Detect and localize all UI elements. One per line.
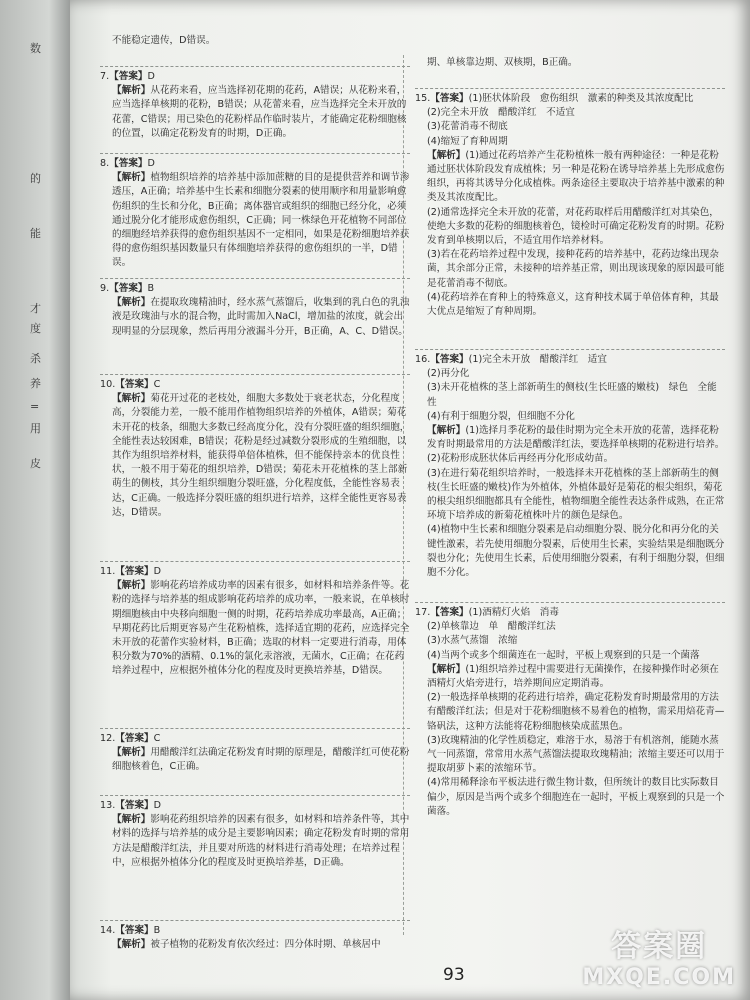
answer-line [415,410,725,424]
analysis-label: 【解析】 [427,149,466,161]
previous-page-edge [0,0,70,1000]
dashed-separator [100,278,410,279]
edge-char: = [30,400,40,413]
edge-char: 数 [30,42,41,55]
answer-label: 【答案】 [109,283,148,294]
book-page [70,0,750,1000]
answer-line [415,353,725,367]
analysis-label: 【解析】 [112,85,151,97]
answer-value: (2)单核靠边 单 醋酸洋红法 [427,621,556,633]
answer-label: 【答案】 [430,607,469,618]
analysis-text [100,171,410,270]
answer-line [100,732,410,746]
analysis-label: 【解析】 [112,297,151,309]
header-left-line [100,34,410,48]
answer-label: 【答案】 [115,379,154,390]
answer-line [415,606,725,620]
answer-line [100,70,410,84]
answer-value: D [147,71,155,82]
header-right-text: 期、单核靠边期、双核期，B正确。 [427,57,578,68]
answer-label: 【答案】 [115,800,154,811]
analysis-text [415,691,725,734]
analysis-body: (1)组织培养过程中需要进行无菌操作，在接种操作时必须在酒精灯火焰旁进行，培养期间应定期消毒。 [427,663,719,690]
question-number: 10. [100,379,116,390]
question-16 [415,349,725,580]
answer-line [415,367,725,381]
analysis-body: 植物组织培养的培养基中添加蔗糖的目的是提供营养和调节渗透压，A正确；培养基中生长素和细胞分裂素的使用顺序和用量影响愈伤组织的生长和分化，B正确；离体器官或组织的细胞已经分化，必须通过脱分化才能形成愈伤组织，C正确；同一株绿色开花植物不同部位的细胞经培养获得的愈伤组织基因不一定相同，如果是花粉细胞培养获得的愈伤组织基因数量只有体细胞培养获得的愈伤组织的一半，D错误。 [112,172,410,269]
question-7 [100,66,410,141]
analysis-body: 被子植物的花粉发育依次经过：四分体时期、单核居中 [150,939,381,951]
analysis-body: 在提取玫瑰精油时，经水蒸气蒸馏后，收集到的乳白色的乳浊液是玫瑰油与水的混合物，此时需加入NaCl，增加盐的浓度，就会出现明显的分层现象，然后再用分液漏斗分开，B正确，A、C、D错误。 [112,297,410,337]
answer-line [100,378,410,392]
analysis-text [415,206,725,249]
answer-line [100,282,410,296]
analysis-text [415,248,725,291]
analysis-text [100,938,410,952]
analysis-body: 影响花药培养成功率的因素有很多，如材料和培养条件等。花粉的选择与培养基的组成影响花药培养的成功率，一般来说，在单核时期细胞核由中央移向细胞一侧的时期，花药培养成功率最高，A正确；早期花药比后期更容易产生花粉植株，选择适宜期的花药，应选择完全未开放的花蕾作实验材料，B正确；选取的材料一定要进行消毒，用体积分数为70%的酒精、0.1%的氯化汞溶液，无菌水，C正确；在花药培养过程中，应根据外植体分化的程度及时更换培养基，D错误。 [112,580,410,677]
answer-value: (3)未开花植株的茎上部新萌生的侧枝(生长旺盛的嫩枝) 绿色 全能性 [427,382,717,408]
dashed-separator [100,561,410,562]
analysis-text [100,392,410,520]
analysis-text [415,467,725,524]
answer-line [100,799,410,813]
answer-value: (2)再分化 [427,368,470,380]
answer-label: 【答案】 [430,354,469,365]
question-14 [100,920,410,952]
answer-line [100,157,410,171]
answer-value: (3)花蕾消毒不彻底 [427,121,508,133]
edge-char: 杀 [30,352,41,365]
question-9 [100,278,410,339]
answer-line [415,106,725,120]
question-number: 17. [415,607,431,618]
answer-value: (4)有利于细胞分裂，但细胞不分化 [427,410,575,422]
answer-line [415,120,725,134]
analysis-body: 用醋酸洋红法确定花粉发育时期的原理是，醋酸洋红可使花粉细胞核着色，C正确。 [112,747,410,773]
analysis-text [415,734,725,777]
analysis-text [415,149,725,206]
question-number: 8. [100,158,110,169]
dashed-separator [100,728,410,729]
dashed-separator [415,349,725,350]
answer-label: 【答案】 [430,93,469,104]
question-number: 9. [100,283,110,294]
question-10 [100,374,410,520]
answer-value: (3)水蒸气蒸馏 浓缩 [427,635,518,647]
question-number: 12. [100,733,116,744]
answer-line [415,634,725,648]
analysis-label: 【解析】 [112,747,151,759]
analysis-text [100,813,410,870]
analysis-body: (4)常用稀释涂布平板法进行微生物计数，但所统计的数目比实际数目偏少，原因是当两个或多个细胞连在一起时，平板上观察到的只是一个菌落。 [427,777,725,817]
edge-char: 用 [30,422,41,435]
answer-value: (1)胚状体阶段 愈伤组织 激素的种类及其浓度配比 [468,93,694,104]
edge-char: 度 [30,322,41,335]
answer-line [415,381,725,409]
analysis-body: 从花药来看，应当选择初花期的花药，A错误；从花粉来看，应当选择单核期的花粉，B错误；从花蕾来看，应当选择完全未开放的花蕾，C错误；用已染色的花粉样品作临时装片，才能确定花粉细胞核的位置，以确定花粉发育的时期，D正确。 [112,85,407,139]
edge-char: 才 [30,302,41,315]
answer-line [415,620,725,634]
analysis-body: 菊花开过花的老枝处，细胞大多数处于衰老状态，分化程度高，分裂能力差，一般不能用作植物组织培养的外植体，A错误；菊花未开花的枝条，细胞大多数已经高度分化，没有分裂旺盛的组织细胞，全能性表达较困难，B错误；花粉是经过减数分裂形成的生殖细胞，以其作为组织培养材料，能获得单倍体植株，但不能保持亲本的优良性状，一般不用于菊花的组织培养，D错误；菊花未开花植株的茎上部新萌生的侧枝，其分生组织细胞分裂旺盛，分化程度低，全能性容易表达，C正确。一般选择分裂旺盛的组织进行培养，这样全能性更容易表达，D错误。 [112,393,410,518]
answer-line [415,649,725,663]
answer-line [100,924,410,938]
question-12 [100,728,410,775]
dashed-separator [100,66,410,67]
answer-value: (1)酒精灯火焰 消毒 [468,607,559,618]
analysis-text [415,424,725,452]
analysis-body: (2)一般选择单核期的花药进行培养，确定花粉发育时期最常用的方法有醋酸洋红法；但是对于花粉细胞核不易着色的植物，需采用焙花青—铬矾法，这种方法能将花粉细胞核染成蓝黑色。 [427,692,725,732]
analysis-body: (1)选择月季花粉的最佳时期为完全未开放的花蕾，选择花粉发育时期最常用的方法是醋酸洋红法，要选择单核期的花粉进行培养。 [427,425,725,451]
answer-label: 【答案】 [109,158,148,169]
analysis-label: 【解析】 [427,663,466,675]
answer-value: D [153,800,162,811]
question-number: 15. [415,93,431,104]
answer-line [415,135,725,149]
analysis-body: (1)通过花药培养产生花粉植株一般有两种途径：一种是花粉通过胚状体阶段发育成植株；另一种是花粉在诱导培养基上先形成愈伤组织，再将其诱导分化成植株。两条途径主要取决于培养基中激素的种类及其浓度配比。 [427,149,725,204]
dashed-separator [415,602,725,603]
analysis-body: (4)花药培养在育种上的特殊意义，这育种技术属于单倍体育种，其最大优点是缩短了育种周期。 [427,291,719,318]
question-13 [100,795,410,870]
analysis-label: 【解析】 [112,580,151,592]
analysis-text [100,579,410,678]
analysis-label: 【解析】 [112,939,151,951]
dashed-separator [100,920,410,921]
analysis-label: 【解析】 [112,393,151,405]
answer-label: 【答案】 [115,925,154,936]
analysis-body: 影响花药组织培养的因素有很多，如材料和培养条件等，其中材料的选择与培养基的成分是主要影响因素；确定花粉发育时期的常用方法是醋酸洋红法，并且要对所选的材料进行消毒处理；在培养过程中，应根据外植体分化的程度及时更换培养基，D正确。 [112,814,410,868]
question-11 [100,561,410,679]
answer-value: C [153,733,161,744]
analysis-text [100,746,410,774]
watermark-top-text: 答案圈 [611,929,708,964]
answer-line [415,92,725,106]
analysis-text [415,452,725,466]
header-left-text: 不能稳定遗传，D错误。 [112,35,216,46]
answer-value: B [147,283,155,294]
analysis-body: (4)植物中生长素和细胞分裂素是启动细胞分裂、脱分化和再分化的关键性激素，若先使用细胞分裂素，后使用生长素，实验结果是细胞既分裂也分化；先使用生长素，后使用细胞分裂素，有利于细胞分裂，但细胞不分化。 [427,524,725,579]
dashed-separator [100,795,410,796]
answer-value: (4)当两个或多个细菌连在一起时，平板上观察到的只是一个菌落 [427,649,700,661]
analysis-text [415,663,725,691]
edge-char: 皮 [30,457,41,470]
watermark-bottom-text: MXQE.COM [582,965,736,990]
question-17 [415,602,725,819]
analysis-text [415,776,725,819]
question-15 [415,88,725,319]
answer-value: D [147,158,155,169]
dashed-separator [415,88,725,89]
answer-value: (4)缩短了育种周期 [427,135,508,147]
dashed-separator [100,374,410,375]
question-8 [100,153,410,271]
question-number: 11. [100,566,116,577]
question-number: 14. [100,925,116,936]
analysis-body: (3)若在花药培养过程中发现，接种花药的培养基中，花药边缘出现杂菌，其余部分正常，未接种的培养基正常，则出现该现象的原因最可能是花蕾消毒不彻底。 [427,249,725,289]
answer-value: C [153,379,161,390]
dashed-separator [100,153,410,154]
analysis-label: 【解析】 [112,172,151,184]
analysis-text [415,291,725,319]
analysis-body: (3)在进行菊花组织培养时，一般选择未开花植株的茎上部新萌生的侧枝(生长旺盛的嫩枝)作为外植体，外植体最好是菊花的根尖组织，菊花的根尖组织细胞都具有全能性，植物细胞全能性表达条件成熟，在正常环境下培养成的新菊花植株叶片的颜色是绿色。 [427,467,725,522]
analysis-body: (2)通常选择完全未开放的花蕾，对花药取样后用醋酸洋红对其染色，使绝大多数的花粉的细胞核着色，镜检时可确定花粉发育的时期。花粉发育到单核期以后，不适宜用作培养材料。 [427,206,725,247]
header-right-line [415,56,725,70]
answer-value: D [153,566,162,577]
analysis-body: (2)花粉形成胚状体后再经再分化形成幼苗。 [427,453,614,465]
question-number: 13. [100,800,116,811]
question-number: 16. [415,354,431,365]
analysis-body: (3)玫瑰精油的化学性质稳定，难溶于水，易溶于有机溶剂，能随水蒸气一同蒸馏，常常用水蒸气蒸馏法提取玫瑰精油；浓缩主要还可以用于提取胡萝卜素的浓缩环节。 [427,734,725,775]
answer-value: (2)完全未开放 醋酸洋红 不适宜 [427,107,575,119]
answer-label: 【答案】 [115,733,154,744]
question-number: 7. [100,71,110,82]
page-number: 93 [443,965,465,985]
analysis-text [415,523,725,580]
answer-line [100,565,410,579]
site-watermark [582,921,736,990]
answer-label: 【答案】 [109,71,148,82]
answer-value: B [153,925,161,936]
answer-value: (1)完全未开放 醋酸洋红 适宜 [468,354,607,365]
edge-char: 的 [30,172,41,185]
analysis-label: 【解析】 [112,814,151,826]
analysis-text [100,296,410,339]
answer-label: 【答案】 [115,566,154,577]
edge-char: 养 [30,377,41,390]
edge-char: 能 [30,227,41,240]
analysis-text [100,84,410,141]
analysis-label: 【解析】 [427,425,466,437]
